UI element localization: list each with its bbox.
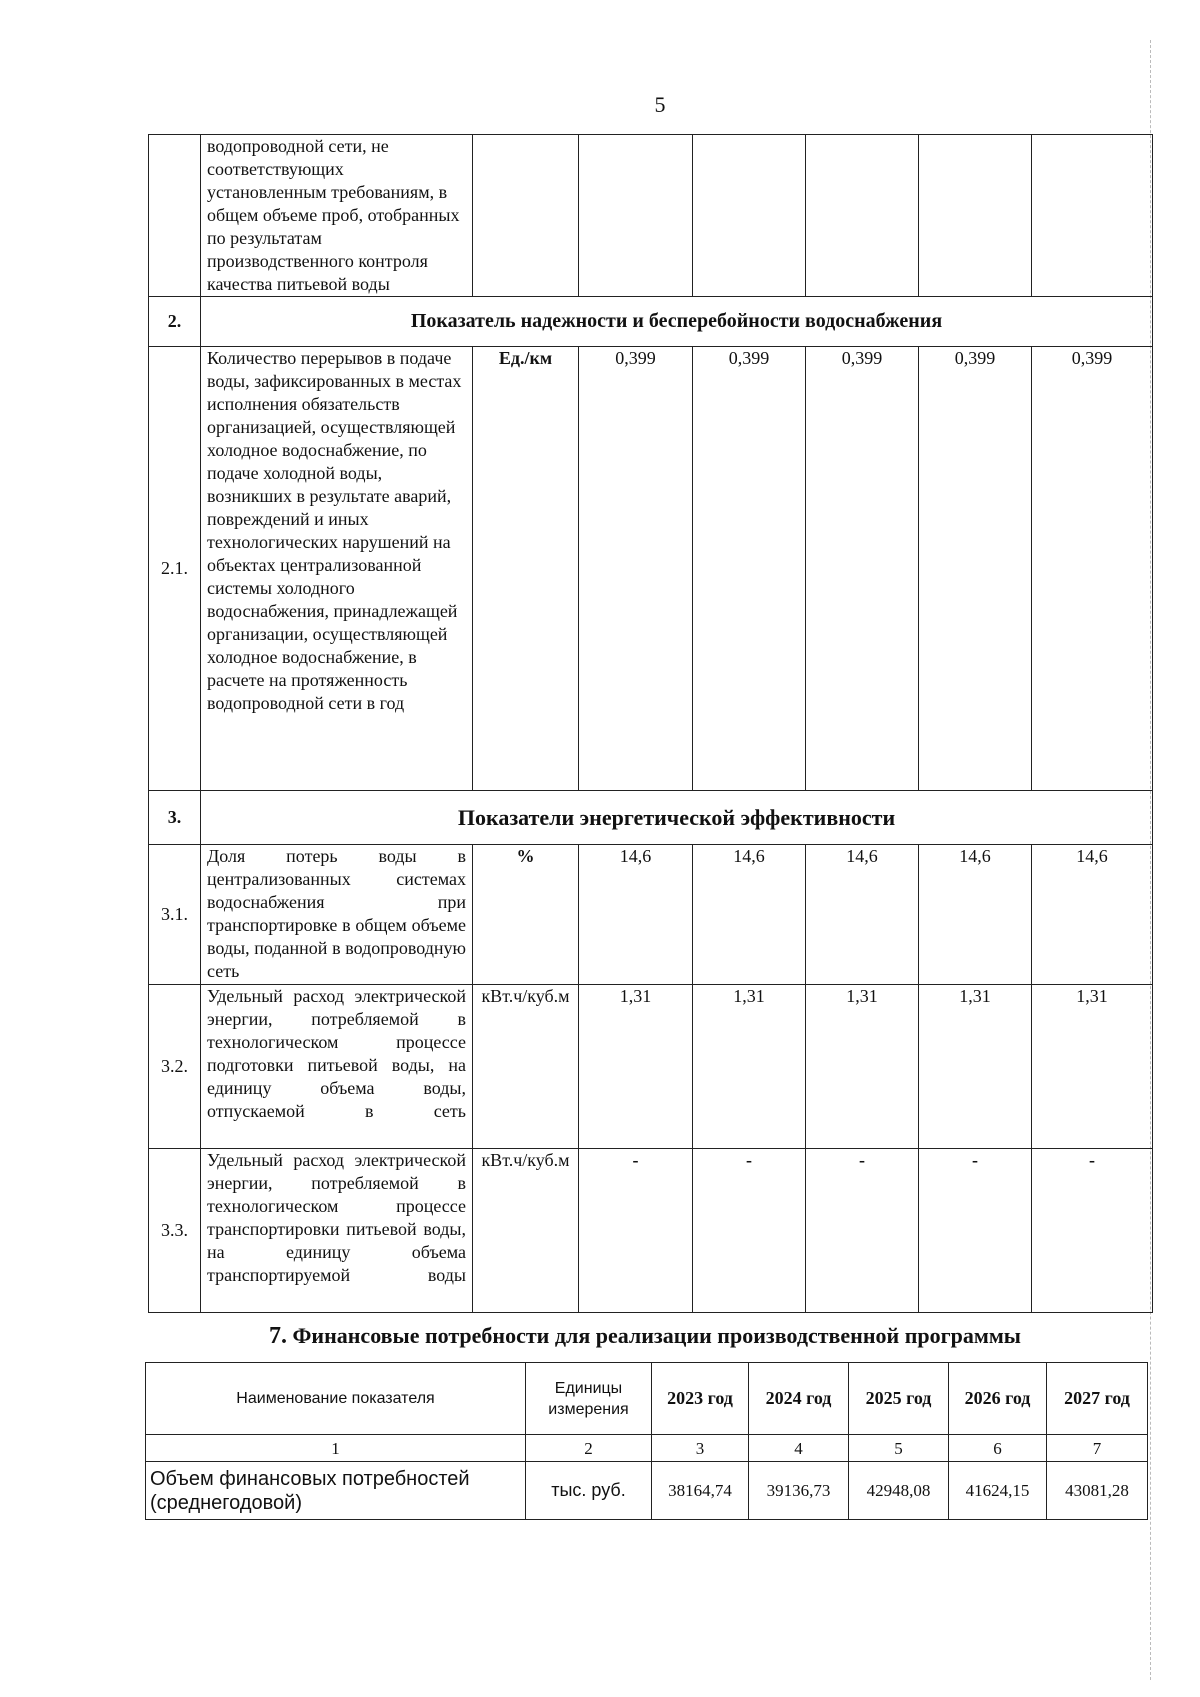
row-number: 2.1. [149,347,201,791]
value-2025: 42948,08 [849,1462,949,1520]
column-number: 5 [849,1435,949,1462]
header-year-2026: 2026 год [949,1363,1047,1435]
column-number: 6 [949,1435,1047,1462]
row-number: 3.1. [149,845,201,985]
value-2027: 0,399 [1032,347,1153,791]
section-7-number: 7. [269,1323,287,1349]
section-header-row [149,791,1153,845]
value-2023: - [579,1149,693,1313]
financial-needs-table [145,1362,1148,1520]
header-indicator-name: Наименование показателя [146,1363,526,1435]
value-2024: 14,6 [693,845,806,985]
indicator-label: водопроводной сети, не соответствующих установленным требованиям, в общем объеме проб, отобранных по результатам производственного контроля качества питьевой воды [201,135,473,297]
column-number: 2 [526,1435,652,1462]
value-2026: 1,31 [919,985,1032,1149]
unit-cell: кВт.ч/куб.м [473,985,579,1149]
table-row [149,347,1153,791]
section-header-row [149,297,1153,347]
value-2024: 39136,73 [749,1462,849,1520]
indicator-label: Удельный расход электрической энергии, потребляемой в технологическом процессе подготовки питьевой воды, на единицу объема воды, отпускаемой в сеть [201,985,473,1149]
unit-cell: % [473,845,579,985]
value-2027: 1,31 [1032,985,1153,1149]
table-row [149,135,1153,297]
column-number: 7 [1047,1435,1148,1462]
value-2023: 38164,74 [652,1462,749,1520]
unit-cell: кВт.ч/куб.м [473,1149,579,1313]
row-number [149,135,201,297]
value-2027: - [1032,1149,1153,1313]
section-number: 3. [149,791,201,845]
value-2024: 1,31 [693,985,806,1149]
table-row [146,1462,1148,1520]
section-number: 2. [149,297,201,347]
section-title: Показатель надежности и бесперебойности водоснабжения [201,297,1153,347]
header-year-2025: 2025 год [849,1363,949,1435]
value-2027: 14,6 [1032,845,1153,985]
indicator-label: Количество перерывов в подаче воды, зафиксированных в местах исполнения обязательств организацией, осуществляющей холодное водоснабжение, по подаче холодной воды, возникших в результате аварий, повреждений и иных технологических нарушений на объектах централизованной системы холодного водоснабжения, принадлежащей организации, осуществляющей холодное водоснабжение, в расчете на протяженность водопроводной сети в год [201,347,473,791]
page-number: 5 [654,92,666,117]
column-number-row [146,1435,1148,1462]
value-2026: 14,6 [919,845,1032,985]
table-row [149,1149,1153,1313]
value-2027: 43081,28 [1047,1462,1148,1520]
section-7-heading [0,1323,1200,1350]
header-year-2027: 2027 год [1047,1363,1148,1435]
value-2023: 14,6 [579,845,693,985]
section-7-title: Финансовые потребности для реализации производственной программы [292,1323,1021,1348]
value-2025: - [806,1149,919,1313]
section-title: Показатели энергетической эффективности [201,791,1153,845]
indicator-label: Удельный расход электрической энергии, потребляемой в технологическом процессе транспортировки питьевой воды, на единицу объема транспортируемой воды [201,1149,473,1313]
indicators-table [148,134,1153,1313]
value-2026: 41624,15 [949,1462,1047,1520]
value-2026: - [919,1149,1032,1313]
column-number: 1 [146,1435,526,1462]
value-2024: 0,399 [693,347,806,791]
row-unit: тыс. руб. [526,1462,652,1520]
value-2023: 0,399 [579,347,693,791]
value-2025: 14,6 [806,845,919,985]
value-2024: - [693,1149,806,1313]
table-row [149,845,1153,985]
value-2025: 1,31 [806,985,919,1149]
column-number: 4 [749,1435,849,1462]
unit-cell: Ед./км [473,347,579,791]
header-unit: Единицы измерения [526,1363,652,1435]
indicator-label: Доля потерь воды в централизованных системах водоснабжения при транспортировке в общем объеме воды, поданной в водопроводную сеть [201,845,473,985]
header-year-2023: 2023 год [652,1363,749,1435]
column-number: 3 [652,1435,749,1462]
value-2026: 0,399 [919,347,1032,791]
table-row [149,985,1153,1149]
row-number: 3.2. [149,985,201,1149]
row-number: 3.3. [149,1149,201,1313]
table-header-row [146,1363,1148,1435]
value-2025: 0,399 [806,347,919,791]
header-year-2024: 2024 год [749,1363,849,1435]
value-2023: 1,31 [579,985,693,1149]
row-name: Объем финансовых потребностей (среднегодовой) [146,1462,526,1520]
